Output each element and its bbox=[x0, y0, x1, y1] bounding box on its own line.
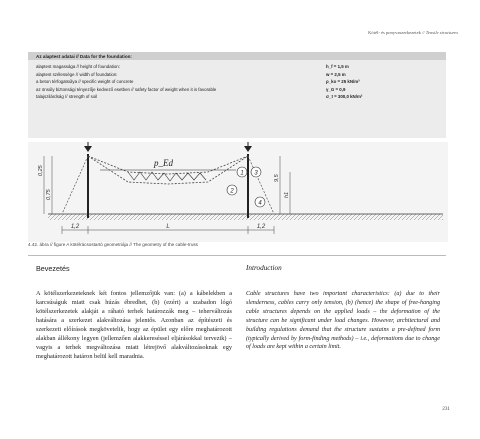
foundation-row-label: alaptest magassága // height of foundation: bbox=[36, 64, 120, 69]
section-divider bbox=[28, 255, 446, 256]
running-header bbox=[368, 30, 458, 35]
right-column-heading: Introduction bbox=[246, 264, 282, 272]
foundation-data-title-bar bbox=[28, 52, 446, 60]
right-column-paragraph: Cable structures have two important characteristics: (a) due to their slenderness, cables carry only tension, (b) (hence) the shape of free-hanging cable structures depends on the applied loads – the deformation of the structure can be significant under load changes. However, architectural and building regulations demand that the structure sustains a pre-defined form (typically derived by form-finding methods) – i.e., deformations due to change of loads are kept within a certain limit. bbox=[246, 291, 440, 351]
foundation-row-value: ρ_ko = 25 kN/m³ bbox=[326, 79, 360, 84]
left-column-body bbox=[36, 289, 232, 361]
foundation-row-label: talajszilárdság // strength of soil bbox=[36, 94, 98, 99]
foundation-data-box bbox=[28, 52, 446, 138]
bottom-dimension-label: L bbox=[166, 224, 170, 230]
foundation-row-value: w = 2,5 m bbox=[326, 71, 346, 77]
load-label: p_Ed bbox=[154, 158, 173, 168]
right-column-body bbox=[246, 290, 440, 352]
bottom-dimension-label: 1,2 bbox=[256, 224, 266, 230]
ground-hatch bbox=[48, 214, 443, 220]
bottom-dimension-label: 1,2 bbox=[70, 224, 80, 230]
right-dimension-label: h1 bbox=[284, 191, 290, 198]
page-number: 231 bbox=[442, 406, 450, 412]
cable-truss-diagram bbox=[28, 142, 448, 242]
node-label: 2 bbox=[230, 188, 234, 195]
foundation-data-title: Az alaptest adatai // Data for the foundation: bbox=[36, 53, 132, 59]
running-header-hu: Kötél- és ponyvaszerkezetek bbox=[368, 30, 421, 35]
right-dimension-label: 9,5 bbox=[274, 174, 280, 182]
left-column-paragraph: A kötélszerkezeteknek két fontos jellemzőjük van: (a) a kábelekben a karcsúságuk miatt csak húzás ébredhet, (b) (ezért) a szabadon lógó kötélszerkezetek alakját a ráható terhek határozzák meg – teherváltozás hatására a szerkezet alakváltozása jelentős. Azonban az építészeti és szerkezeti előírások megkövetelik, hogy az épület egy előre meghatározott alakban állékony legyen (jellemzően alakkereséssel eljárásokkal tervezik) – vagyis a terhek megváltozása miatt létrejövő alakváltozásoknak egy meghatározott határon belül kell maradnia. bbox=[36, 290, 232, 360]
foundation-row-value: h_f = 1,5 m bbox=[326, 64, 349, 69]
left-column-heading: Bevezetés bbox=[36, 264, 70, 273]
foundation-row-label: a beton térfogatsúlya // specific weight of concrete bbox=[36, 79, 134, 84]
left-dimension-label: 0,25 bbox=[38, 165, 44, 176]
foundation-row-value: σ_t = 300,0 kN/m² bbox=[326, 94, 363, 99]
figure-caption: 4.42. ábra // figure A kötélrácsostartó geometriája // The geometry of the cable-truss bbox=[28, 242, 198, 247]
diagram-background bbox=[28, 142, 448, 242]
foundation-row-label: az önsúly biztonsági tényezője kedvező esetben // safety factor of weight when it is favorable bbox=[36, 86, 217, 92]
left-dimension-label: 0,75 bbox=[46, 189, 52, 200]
running-header-separator: // bbox=[422, 30, 425, 35]
node-label: 3 bbox=[254, 170, 258, 177]
foundation-row-label: alaptest szélessége // width of foundation: bbox=[36, 71, 118, 77]
node-label: 1 bbox=[240, 170, 244, 177]
running-header-en: Tensile structures bbox=[425, 30, 458, 35]
node-label: 4 bbox=[258, 200, 262, 207]
foundation-row-value: γ_G = 0,9 bbox=[326, 86, 346, 92]
